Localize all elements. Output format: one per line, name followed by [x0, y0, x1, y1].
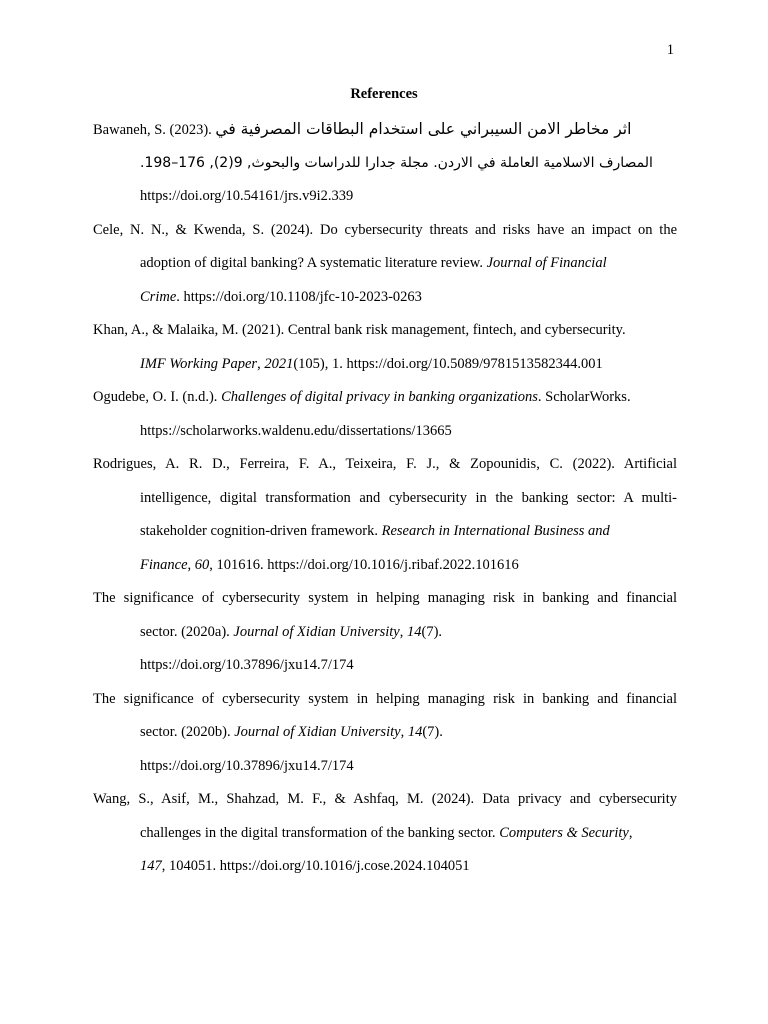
- reference-line: [93, 314, 677, 348]
- reference-journal: Journal of Xidian University: [234, 724, 401, 740]
- reference-entry: [93, 783, 677, 884]
- reference-line: [93, 415, 677, 449]
- reference-entry: [93, 214, 677, 315]
- reference-text: sector. (2020b).: [140, 724, 235, 740]
- reference-text: Wang, S., Asif, M., Shahzad, M. F., & Ashfaq, M. (2024). Data privacy and cybersecurity: [93, 791, 677, 807]
- reference-line: [93, 716, 677, 750]
- reference-line: [93, 281, 677, 315]
- reference-volume: 147: [140, 858, 162, 874]
- reference-line: [93, 817, 677, 851]
- reference-text: sector. (2020a).: [140, 623, 234, 640]
- reference-volume: 2021: [264, 355, 294, 372]
- reference-text: ,: [628, 824, 633, 841]
- reference-text: Cele, N. N., & Kwenda, S. (2024). Do cybersecurity threats and risks have an impact on the: [93, 221, 677, 238]
- reference-text: (7).: [421, 623, 443, 640]
- reference-text: Bawaneh, S. (2023).: [93, 122, 216, 138]
- reference-line: [93, 448, 677, 482]
- reference-doi-link[interactable]: https://doi.org/10.54161/jrs.v9i2.339: [140, 188, 354, 204]
- reference-doi-link[interactable]: . https://doi.org/10.1108/jfc-10-2023-0263: [176, 288, 422, 305]
- reference-entry: [93, 113, 677, 214]
- reference-journal: Journal of Financial: [486, 255, 607, 271]
- reference-line: [93, 482, 677, 516]
- reference-volume: 14: [407, 724, 423, 740]
- reference-doi-link[interactable]: https://doi.org/10.37896/jxu14.7/174: [140, 657, 354, 673]
- reference-line: [93, 649, 677, 683]
- reference-text: stakeholder cognition-driven framework.: [140, 523, 382, 539]
- reference-journal: IMF Working Paper: [140, 355, 258, 372]
- reference-doi-link[interactable]: , 104051. https://doi.org/10.1016/j.cose.2024.104051: [161, 858, 470, 874]
- reference-text: (7).: [422, 724, 443, 740]
- reference-arabic-text: اثر مخاطر الامن السيبراني على استخدام البطاقات المصرفية في: [215, 120, 632, 138]
- reference-line: [93, 750, 677, 784]
- reference-text: adoption of digital banking? A systematic literature review.: [140, 255, 487, 271]
- reference-entry: [93, 381, 677, 448]
- reference-line: [93, 147, 677, 181]
- reference-text: ,: [187, 556, 195, 573]
- reference-text: ,: [400, 724, 408, 740]
- reference-list: [93, 113, 677, 884]
- reference-text: intelligence, digital transformation and cybersecurity in the banking sector: A multi-: [140, 489, 677, 506]
- reference-doi-link[interactable]: https://doi.org/10.37896/jxu14.7/174: [140, 757, 354, 774]
- reference-entry: [93, 582, 677, 683]
- reference-line: [93, 113, 677, 147]
- reference-title: Challenges of digital privacy in banking organizations: [221, 389, 538, 405]
- reference-text: Khan, A., & Malaika, M. (2021). Central bank risk management, fintech, and cybersecurity.: [93, 322, 626, 338]
- reference-entry: [93, 683, 677, 784]
- reference-line: [93, 180, 677, 214]
- reference-volume: 14: [407, 623, 422, 640]
- reference-journal: Research in International Business and: [381, 523, 610, 539]
- page-number: 1: [666, 42, 674, 58]
- reference-entry: [93, 448, 677, 582]
- reference-text: ,: [257, 355, 265, 372]
- reference-text: The significance of cybersecurity system in helping managing risk in banking and financial: [93, 690, 677, 707]
- reference-line: [93, 850, 677, 884]
- reference-arabic-text: المصارف الاسلامية العاملة في الاردن. مجلة جدارا للدراسات والبحوث, 9(2), 176–198.: [140, 154, 653, 171]
- reference-line: [93, 616, 677, 650]
- reference-entry: [93, 314, 677, 381]
- reference-line: [93, 783, 677, 817]
- reference-line: [93, 683, 677, 717]
- reference-doi-link[interactable]: , 101616. https://doi.org/10.1016/j.ribaf.2022.101616: [209, 556, 519, 573]
- reference-line: [93, 582, 677, 616]
- reference-journal: Computers & Security: [499, 824, 629, 841]
- reference-journal: Journal of Xidian University: [233, 623, 400, 640]
- reference-text: Ogudebe, O. I. (n.d.).: [93, 389, 222, 405]
- reference-volume: 60: [194, 556, 210, 573]
- reference-line: [93, 214, 677, 248]
- reference-journal: Finance: [140, 556, 188, 573]
- reference-line: [93, 381, 677, 415]
- reference-text: The significance of cybersecurity system in helping managing risk in banking and financial: [93, 590, 677, 606]
- reference-line: [93, 515, 677, 549]
- reference-line: [93, 549, 677, 583]
- reference-url-link[interactable]: https://scholarworks.waldenu.edu/dissertations/13665: [140, 422, 452, 439]
- reference-doi-link[interactable]: (105), 1. https://doi.org/10.5089/9781513582344.001: [293, 355, 603, 372]
- reference-text: challenges in the digital transformation of the banking sector.: [140, 824, 500, 841]
- reference-line: [93, 348, 677, 382]
- reference-text: . ScholarWorks.: [537, 389, 631, 405]
- reference-text: ,: [399, 623, 407, 640]
- reference-line: [93, 247, 677, 281]
- reference-journal: Crime: [140, 288, 177, 305]
- page-title: References: [350, 86, 418, 102]
- reference-text: Rodrigues, A. R. D., Ferreira, F. A., Teixeira, F. J., & Zopounidis, C. (2022). Artificial: [93, 456, 677, 472]
